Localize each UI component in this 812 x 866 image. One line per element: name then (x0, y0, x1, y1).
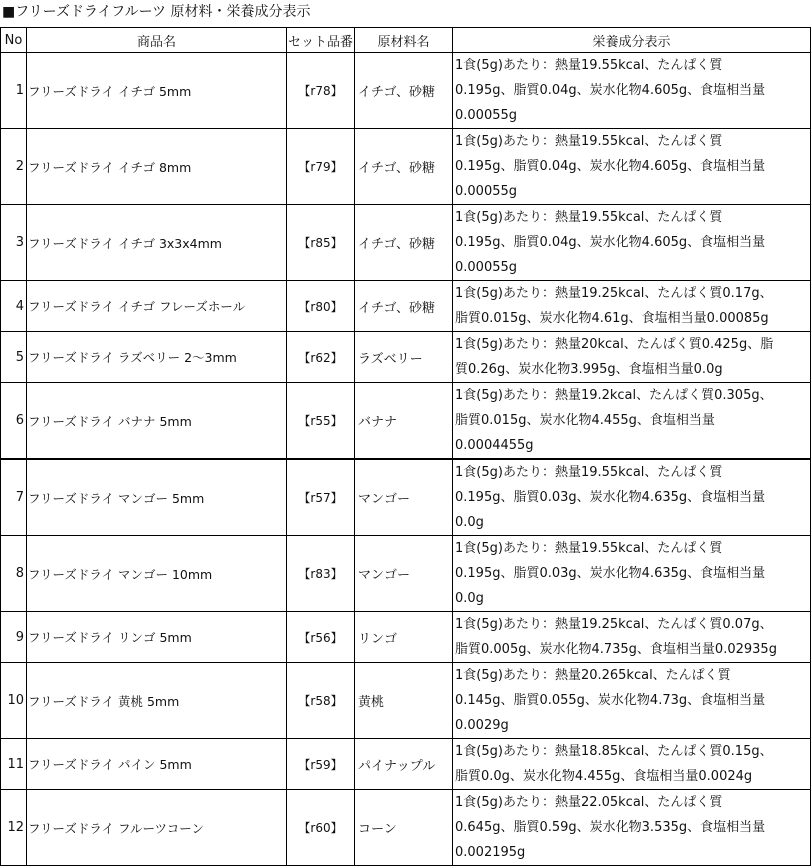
nutrition-line: 1食(5g)あたり：熱量19.55kcal、たんぱく質 (455, 58, 723, 73)
ingredients: イチゴ、砂糖 (355, 205, 453, 281)
product-name: フリーズドライ ラズベリー 2～3mm (27, 332, 287, 383)
nutrition-facts (453, 383, 811, 460)
table-row (1, 129, 811, 205)
header-code: セット品番 (287, 28, 355, 53)
set-code: 【r58】 (287, 663, 355, 739)
row-no: 5 (1, 332, 27, 383)
nutrition-facts (453, 790, 811, 866)
row-no: 4 (1, 281, 27, 332)
product-name: フリーズドライ マンゴー 10mm (27, 536, 287, 612)
table-row (1, 53, 811, 129)
nutrition-line: 0.0029g (455, 718, 509, 733)
ingredients: イチゴ、砂糖 (355, 53, 453, 129)
nutrition-table (0, 27, 811, 866)
ingredients: マンゴー (355, 536, 453, 612)
nutrition-line: 1食(5g)あたり：熱量19.55kcal、たんぱく質 (455, 465, 723, 480)
nutrition-facts (453, 129, 811, 205)
row-no: 9 (1, 612, 27, 663)
nutrition-line: 質0.26g、炭水化物3.995g、食塩相当量0.0g (455, 362, 723, 377)
page-title: ■フリーズドライフルーツ 原材料・栄養成分表示 (2, 4, 311, 20)
header-nutrition: 栄養成分表示 (453, 28, 811, 53)
set-code: 【r83】 (287, 536, 355, 612)
row-no: 7 (1, 459, 27, 536)
table-row (1, 205, 811, 281)
nutrition-line: 1食(5g)あたり：熱量20kcal、たんぱく質0.425g、脂 (455, 337, 774, 352)
nutrition-line: 0.145g、脂質0.055g、炭水化物4.73g、食塩相当量 (455, 693, 766, 708)
nutrition-line: 0.645g、脂質0.59g、炭水化物3.535g、食塩相当量 (455, 820, 766, 835)
nutrition-line: 0.0g (455, 515, 484, 530)
set-code: 【r59】 (287, 739, 355, 790)
nutrition-facts (453, 281, 811, 332)
ingredients: コーン (355, 790, 453, 866)
ingredients: リンゴ (355, 612, 453, 663)
nutrition-line: 0.195g、脂質0.03g、炭水化物4.635g、食塩相当量 (455, 566, 766, 581)
row-no: 6 (1, 383, 27, 460)
table-row (1, 663, 811, 739)
header-ingredients: 原材料名 (355, 28, 453, 53)
row-no: 10 (1, 663, 27, 739)
header-row (1, 28, 811, 53)
nutrition-line: 0.0004455g (455, 438, 534, 453)
nutrition-facts (453, 459, 811, 536)
header-no: No (1, 28, 27, 53)
nutrition-line: 1食(5g)あたり：熱量20.265kcal、たんぱく質 (455, 668, 731, 683)
ingredients: バナナ (355, 383, 453, 460)
row-no: 12 (1, 790, 27, 866)
table-row (1, 739, 811, 790)
product-name: フリーズドライ パイン 5mm (27, 739, 287, 790)
nutrition-facts (453, 739, 811, 790)
ingredients: マンゴー (355, 459, 453, 536)
nutrition-line: 0.00055g (455, 108, 518, 123)
row-no: 8 (1, 536, 27, 612)
ingredients: イチゴ、砂糖 (355, 281, 453, 332)
ingredients: ラズベリー (355, 332, 453, 383)
product-name: フリーズドライ 黄桃 5mm (27, 663, 287, 739)
set-code: 【r85】 (287, 205, 355, 281)
table-row (1, 332, 811, 383)
nutrition-line: 1食(5g)あたり：熱量19.55kcal、たんぱく質 (455, 210, 723, 225)
nutrition-line: 1食(5g)あたり：熱量18.85kcal、たんぱく質0.15g、 (455, 744, 773, 759)
product-name: フリーズドライ バナナ 5mm (27, 383, 287, 460)
nutrition-facts (453, 205, 811, 281)
product-name: フリーズドライ イチゴ フレーズホール (27, 281, 287, 332)
product-name: フリーズドライ リンゴ 5mm (27, 612, 287, 663)
product-name: フリーズドライ マンゴー 5mm (27, 459, 287, 536)
nutrition-facts (453, 663, 811, 739)
nutrition-line: 1食(5g)あたり：熱量19.55kcal、たんぱく質 (455, 541, 723, 556)
product-name: フリーズドライ イチゴ 3x3x4mm (27, 205, 287, 281)
nutrition-line: 0.00055g (455, 184, 518, 199)
table-row (1, 383, 811, 460)
nutrition-line: 0.195g、脂質0.04g、炭水化物4.605g、食塩相当量 (455, 83, 766, 98)
set-code: 【r79】 (287, 129, 355, 205)
nutrition-line: 0.00055g (455, 260, 518, 275)
set-code: 【r80】 (287, 281, 355, 332)
set-code: 【r78】 (287, 53, 355, 129)
nutrition-line: 1食(5g)あたり：熱量19.25kcal、たんぱく質0.17g、 (455, 286, 773, 301)
nutrition-line: 0.195g、脂質0.04g、炭水化物4.605g、食塩相当量 (455, 159, 766, 174)
row-no: 2 (1, 129, 27, 205)
set-code: 【r60】 (287, 790, 355, 866)
table-row (1, 459, 811, 536)
ingredients: 黄桃 (355, 663, 453, 739)
ingredients: パイナップル (355, 739, 453, 790)
nutrition-line: 脂質0.015g、炭水化物4.61g、食塩相当量0.00085g (455, 311, 769, 326)
nutrition-line: 0.002195g (455, 845, 526, 860)
header-name: 商品名 (27, 28, 287, 53)
nutrition-line: 脂質0.0g、炭水化物4.455g、食塩相当量0.0024g (455, 769, 753, 784)
product-name: フリーズドライ フルーツコーン (27, 790, 287, 866)
nutrition-facts (453, 53, 811, 129)
row-no: 11 (1, 739, 27, 790)
nutrition-line: 脂質0.005g、炭水化物4.735g、食塩相当量0.02935g (455, 642, 777, 657)
product-name: フリーズドライ イチゴ 5mm (27, 53, 287, 129)
product-name: フリーズドライ イチゴ 8mm (27, 129, 287, 205)
row-no: 3 (1, 205, 27, 281)
nutrition-facts (453, 332, 811, 383)
set-code: 【r62】 (287, 332, 355, 383)
table-row (1, 536, 811, 612)
set-code: 【r56】 (287, 612, 355, 663)
set-code: 【r57】 (287, 459, 355, 536)
table-row (1, 790, 811, 866)
table-row (1, 612, 811, 663)
nutrition-line: 1食(5g)あたり：熱量19.2kcal、たんぱく質0.305g、 (455, 388, 773, 403)
nutrition-line: 脂質0.015g、炭水化物4.455g、食塩相当量 (455, 413, 715, 428)
nutrition-line: 1食(5g)あたり：熱量19.25kcal、たんぱく質0.07g、 (455, 617, 773, 632)
ingredients: イチゴ、砂糖 (355, 129, 453, 205)
table-row (1, 281, 811, 332)
set-code: 【r55】 (287, 383, 355, 460)
nutrition-line: 0.0g (455, 591, 484, 606)
nutrition-line: 0.195g、脂質0.03g、炭水化物4.635g、食塩相当量 (455, 490, 766, 505)
nutrition-line: 1食(5g)あたり：熱量22.05kcal、たんぱく質 (455, 795, 723, 810)
row-no: 1 (1, 53, 27, 129)
nutrition-line: 1食(5g)あたり：熱量19.55kcal、たんぱく質 (455, 134, 723, 149)
nutrition-facts (453, 536, 811, 612)
nutrition-facts (453, 612, 811, 663)
nutrition-line: 0.195g、脂質0.04g、炭水化物4.605g、食塩相当量 (455, 235, 766, 250)
